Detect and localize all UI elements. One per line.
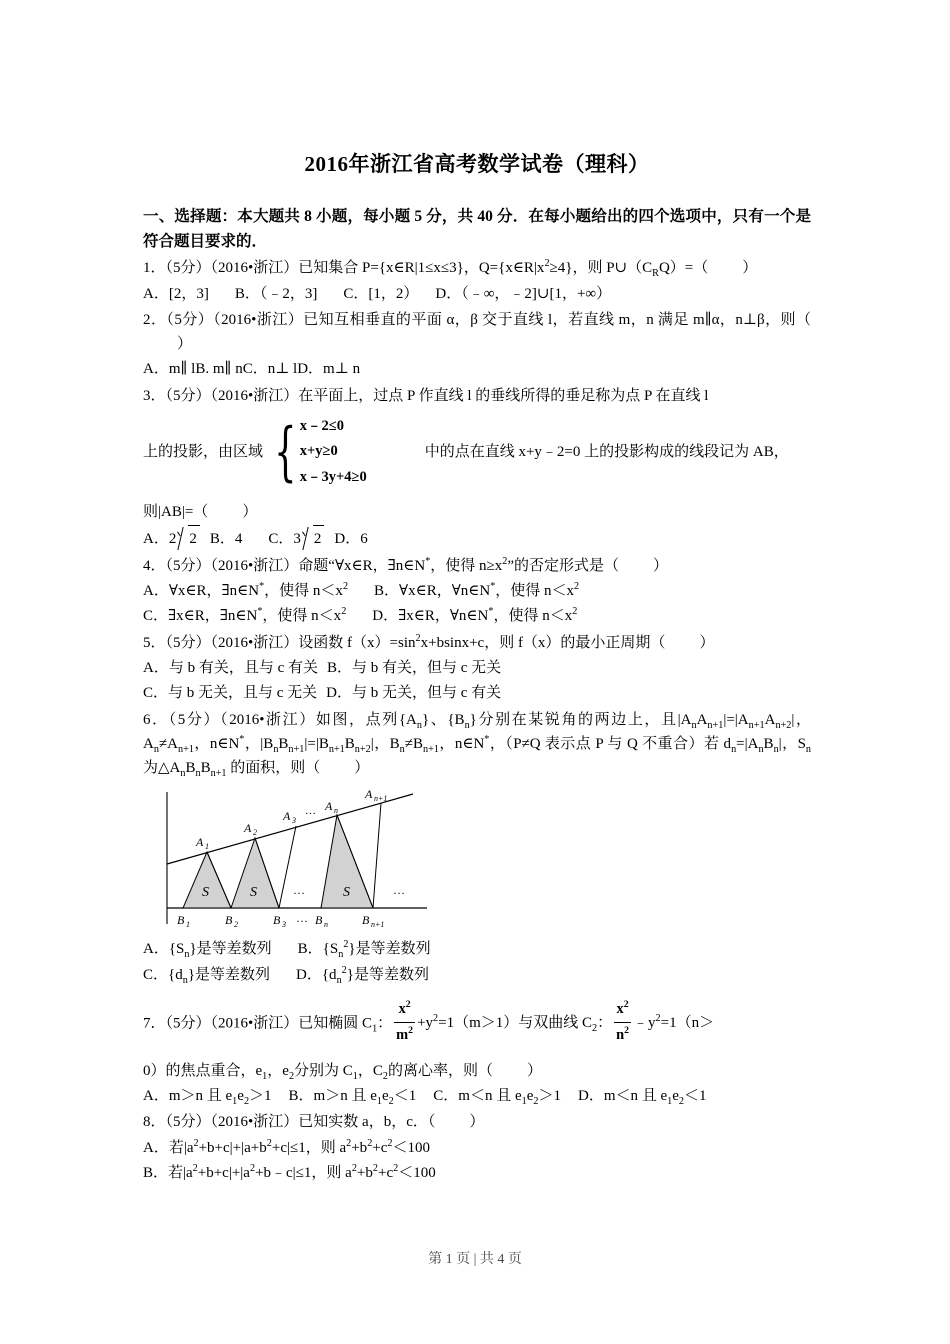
q2-number: 2．	[143, 311, 167, 328]
svg-text:n+1: n+1	[374, 794, 388, 804]
q6-number: 6．	[143, 711, 169, 728]
q5-stem-b: x+bsinx+c，则 f（x）的最小正周期（	[420, 634, 666, 651]
svg-text:B: B	[273, 913, 281, 928]
q8-option-b[interactable]: B．若$|a^2+b+c|+|a^2+b﹣c|\le 1$，则 $a^2+b^2+c^2<100$	[143, 1162, 436, 1181]
question-7: 7．（5分）（2016•浙江）已知椭圆 $C_1$： $\frac{x^2}{m^2}$ $+y^2=1(m>1)$与双曲线 $C_2$： $\frac{x^2}{n^2}$ $﹣y^2=1(n>$	[143, 999, 811, 1049]
question-5-options-row1	[143, 656, 811, 680]
inequality-1: x﹣2≤0	[299, 418, 344, 434]
q3-points: （5分）	[165, 387, 211, 404]
question-4-options-row1	[143, 579, 811, 603]
svg-text:2: 2	[234, 920, 238, 930]
question-6	[143, 708, 811, 781]
q7-stem-c: $+y^2=1(m>1)$与双曲线 $C_2$：	[417, 1013, 613, 1035]
q3-option-a[interactable]: A．2 2	[143, 531, 201, 547]
q2-source: （2016•浙江）	[213, 311, 304, 328]
fraction-hyperbola	[614, 998, 631, 1048]
q6-stem-end: ）	[354, 760, 370, 777]
svg-text:3: 3	[292, 816, 296, 826]
q1-option-a[interactable]: A．[2，3]	[143, 285, 209, 302]
q6-source: （2016•浙江）	[220, 711, 316, 728]
q8-option-a[interactable]: A．若$|a^2+b+c|+|a+b^2+c|\le 1$，则 $a^2+b^2+c^2<100$	[143, 1137, 431, 1156]
q4-exponent: 2	[502, 555, 508, 567]
q7-stem-m: ）	[527, 1062, 543, 1079]
q1-stem-d: ）	[742, 260, 758, 277]
svg-text:A: A	[283, 809, 291, 824]
svg-text:A: A	[196, 835, 204, 850]
page-footer: 第 1 页 | 共 4 页	[428, 1252, 522, 1267]
q3-stem-e: ）	[242, 504, 258, 521]
question-2	[143, 308, 811, 357]
q4-stem-b: ，使得 n≥x	[430, 557, 503, 574]
q5-option-c[interactable]: C．与 b 无关，且与 c 无关	[143, 685, 318, 702]
section-heading: 一、选择题：本大题共 8 小题，每小题 5 分，共 40 分．在每小题给出的四个选项中，只有一个是符合题目要求的．	[143, 208, 811, 251]
question-6-figure	[165, 788, 535, 936]
q7-stem-h: 0）的焦点重合，$e_1$，$e_2$分别为 $C_1$，$C_2$的离心率，则（	[143, 1062, 494, 1082]
left-brace-icon: {	[274, 415, 297, 490]
q8-source: （2016•浙江）	[210, 1114, 299, 1131]
q7-option-c[interactable]: C．m＜n 且 $e_1e_2>1$	[433, 1087, 561, 1107]
q3-number: 3．	[143, 387, 166, 404]
q3-source: （2016•浙江）	[210, 387, 299, 404]
q4-option-a[interactable]: A．∀x∈R，∃n∈N*，使得 $n<x^2$	[143, 581, 349, 600]
q4-stem-d: ）	[653, 557, 669, 574]
q3-stem-d: 则|AB|=（	[143, 504, 209, 521]
q5-stem-a: 设函数 f（x）=sin	[298, 634, 416, 651]
q3-option-d[interactable]: D．6	[334, 531, 368, 548]
q4-source: （2016•浙江）	[210, 557, 299, 574]
q4-star: *	[425, 555, 431, 567]
question-5-options-row2	[143, 681, 811, 705]
question-3	[143, 384, 811, 408]
svg-text:…: …	[296, 911, 308, 926]
q5-option-d[interactable]: D．与 b 无关，但与 c 有关	[326, 685, 502, 702]
question-8	[143, 1110, 811, 1134]
question-4	[143, 554, 811, 578]
question-8-option-b-row	[143, 1161, 811, 1185]
exam-page	[143, 0, 811, 1185]
inequality-2: x+y≥0	[299, 443, 338, 460]
q5-source: （2016•浙江）	[210, 634, 299, 651]
q3-option-b[interactable]: B．4	[209, 531, 243, 548]
svg-text:n: n	[334, 806, 338, 816]
q2-stem: 已知互相垂直的平面 α，β 交于直线 l，若直线 m，n 满足 m∥α，n⊥β，则（	[303, 311, 811, 328]
svg-text:…: …	[393, 883, 405, 898]
question-5	[143, 631, 811, 655]
question-3-system-line	[143, 414, 811, 490]
q1-source: （2016•浙江）	[210, 260, 299, 277]
q5-stem-c: ）	[699, 634, 715, 651]
question-4-options-row2	[143, 604, 811, 628]
q1-stem-c: Q）=（	[658, 260, 709, 277]
question-7-options	[143, 1084, 811, 1108]
q4-stem-c: ”的否定形式是（	[507, 557, 620, 574]
q7-option-a[interactable]: A．m＞n 且 $e_1e_2>1$	[143, 1087, 272, 1107]
svg-text:S: S	[202, 885, 209, 901]
q8-stem: 已知实数 a，b，c．（	[298, 1114, 436, 1131]
q1-number: 1．	[143, 260, 166, 277]
q5-option-a[interactable]: A．与 b 有关，且与 c 有关	[143, 659, 318, 676]
q1-stem-a: 已知集合 P={x∈R|1≤x≤3}，Q={x∈R|x	[298, 260, 545, 277]
inequality-system	[300, 414, 367, 490]
q4-option-c[interactable]: C．∃x∈R，∃n∈N*，使得 $n<x^2$	[143, 606, 347, 625]
q8-points: （5分）	[165, 1114, 211, 1131]
fraction-numerator: $x^2$	[614, 998, 631, 1023]
q3-stem-b: 上的投影，由区域	[143, 443, 264, 460]
svg-text:n+1: n+1	[371, 920, 385, 930]
q4-number: 4．	[143, 557, 166, 574]
q6-points: （5分）	[168, 711, 221, 728]
q7-option-d[interactable]: D．m＜n 且 $e_1e_2<1$	[577, 1087, 707, 1107]
q7-points: （5分）	[165, 1015, 211, 1032]
q7-stem-a: 已知椭圆 C	[298, 1015, 373, 1032]
question-1-options	[143, 282, 811, 306]
q1-subscript: R	[652, 268, 659, 280]
sqrt-icon: 2	[302, 525, 325, 551]
q4-stem-a: 命题“∀x∈R，∃n∈N	[298, 557, 426, 574]
svg-text:A: A	[365, 788, 373, 802]
q1-exponent: 2	[544, 258, 550, 270]
q7-option-b[interactable]: B．m＞n 且 $e_1e_2<1$	[288, 1087, 417, 1107]
question-6-options-row2	[143, 963, 811, 987]
svg-text:B: B	[315, 913, 323, 928]
svg-text:S: S	[343, 885, 350, 901]
question-2-options[interactable]: A．m∥ lB. m∥ nC．n⊥ lD．m⊥ n	[143, 361, 361, 378]
question-1	[143, 256, 811, 280]
svg-text:1: 1	[186, 920, 190, 930]
q4-points: （5分）	[165, 557, 211, 574]
q5-exponent: 2	[415, 632, 421, 644]
q5-points: （5分）	[165, 634, 211, 651]
q4-option-d[interactable]: D．∃x∈R，∀n∈N*，使得 $n<x^2$	[372, 606, 578, 625]
svg-text:1: 1	[205, 842, 209, 852]
svg-text:B: B	[225, 913, 233, 928]
page-title: 2016年浙江省高考数学试卷（理科）	[304, 152, 650, 176]
question-3-closing	[143, 500, 811, 524]
question-6-options-row1	[143, 937, 811, 961]
svg-text:S: S	[250, 885, 257, 901]
q7-stem-f: $﹣y^2=1(n>$	[633, 1013, 715, 1032]
q2-stem-end: ）	[177, 336, 193, 353]
q7-number: 7．	[143, 1015, 166, 1032]
inequality-3: x﹣3y+4≥0	[299, 468, 367, 485]
q7-stem-b: ：	[377, 1015, 393, 1032]
q6-option-d[interactable]: D．$\{d_n^2\}$是等差数列	[296, 964, 429, 986]
svg-text:2: 2	[253, 828, 257, 838]
sqrt-icon: 2	[177, 525, 200, 551]
q6-option-a[interactable]: A．$\{S_n\}$是等差数列	[143, 941, 272, 961]
q7-source: （2016•浙江）	[210, 1015, 299, 1032]
svg-text:n: n	[324, 920, 328, 930]
svg-text:3: 3	[282, 920, 286, 930]
question-7-cont	[143, 1059, 811, 1083]
fraction-denominator: $m^2$	[396, 1025, 414, 1044]
q3-stem-c: 中的点在直线 x+y﹣2=0 上的投影构成的线段记为 AB，	[424, 443, 789, 460]
svg-text:B: B	[362, 913, 370, 928]
svg-text:…: …	[305, 805, 316, 818]
q1-option-d[interactable]: D．（﹣∞，﹣2]∪[1，+∞）	[435, 285, 612, 302]
q2-points: （5分）	[166, 311, 214, 328]
q6-option-c[interactable]: C．$\{d_n\}$是等差数列	[143, 966, 271, 986]
fraction-numerator: $x^2$	[394, 998, 415, 1023]
q5-option-b[interactable]: B．与 b 有关，但与 c 无关	[327, 659, 502, 676]
svg-text:A: A	[244, 821, 252, 836]
q6-stem: 如图，点列$\{A_n\}$、$\{B_n\}$分别在某锐角的两边上，且$|A_nA_{n+1}|=|A_{n+1}A_{n+2}|$，$A_n\ne A_{n+1}$，n∈N*，$|B_nB_{n+1}|=|B_{n+1}B_{n+2}|$，$B_n\ne B_{n+1}$，n∈N*，（P≠Q 表示点 P 与 Q 不重合）若 $d_n=|A_nB_n|$，$S_n$ 为$\triangle A_nB_nB_{n+1}$ 的面积，则（	[143, 711, 812, 780]
fraction-ellipse	[394, 998, 415, 1048]
fraction-denominator: $n^2$	[616, 1025, 630, 1044]
q1-stem-b: ≥4}，则 P∪（C	[549, 260, 653, 277]
svg-text:B: B	[177, 913, 185, 928]
svg-text:A: A	[325, 799, 333, 814]
q6-option-b[interactable]: B．$\{S_n^2\}$是等差数列	[297, 939, 431, 961]
q1-points: （5分）	[165, 260, 211, 277]
q5-number: 5．	[143, 634, 166, 651]
q1-option-b[interactable]: B．（﹣2，3]	[234, 285, 318, 302]
svg-text:…: …	[293, 883, 305, 898]
q4-option-b[interactable]: B．∀x∈R，∀n∈N*，使得 $n<x^2$	[374, 581, 580, 600]
question-3-options	[143, 525, 811, 551]
q8-stem-end: ）	[469, 1114, 485, 1131]
q3-stem-a: 在平面上，过点 P 作直线 l 的垂线所得的垂足称为点 P 在直线 l	[298, 387, 709, 404]
question-8-option-a-row	[143, 1136, 811, 1160]
q3-option-c[interactable]: C．3 2	[268, 531, 325, 547]
q1-option-c[interactable]: C．[1，2）	[343, 285, 419, 302]
q8-number: 8．	[143, 1114, 166, 1131]
